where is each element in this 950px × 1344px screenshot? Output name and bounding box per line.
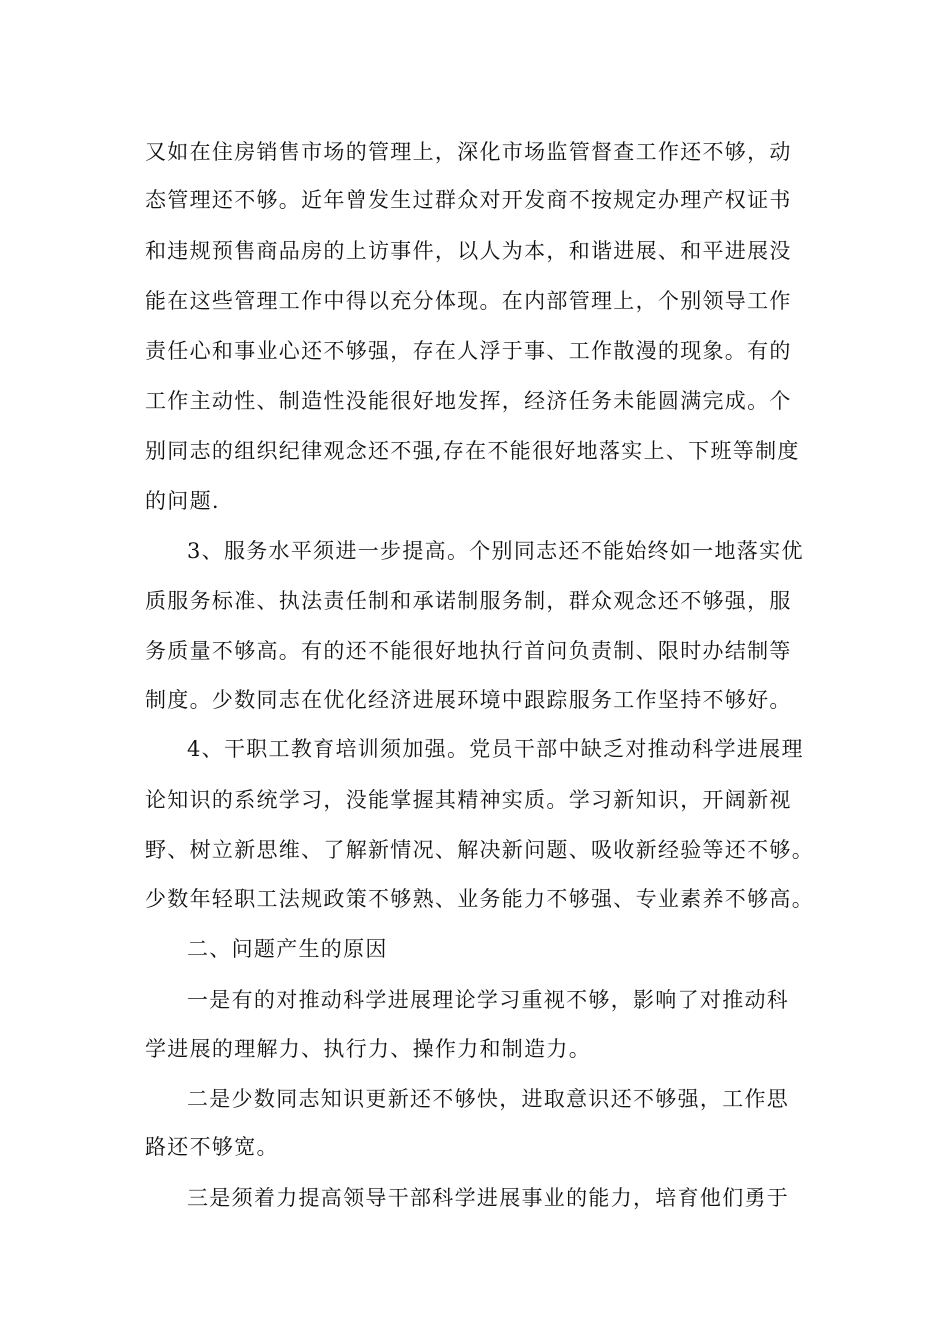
section-heading: 二、问题产生的原因 [187, 937, 388, 961]
text-line: 和违规预售商品房的上访事件，以人为本，和谐进展、和平进展没 [145, 239, 792, 263]
text-line: 务质量不够高。有的还不能很好地执行首问负责制、限时办结制等 [145, 639, 792, 663]
text-line: 路还不够宽。 [145, 1135, 279, 1159]
text-line: 能在这些管理工作中得以充分体现。在内部管理上，个别领导工作 [145, 289, 792, 313]
text-line: 3、服务水平须进一步提高。个别同志还不能始终如一地落实优 [187, 539, 804, 563]
text-line: 制度。少数同志在优化经济进展环境中跟踪服务工作坚持不够好。 [145, 688, 792, 712]
text-line: 工作主动性、制造性没能很好地发挥，经济任务未能圆满完成。个 [145, 389, 792, 413]
text-line: 又如在住房销售市场的管理上，深化市场监管督查工作还不够，动 [145, 140, 792, 164]
text-line: 野、树立新思维、了解新情况、解决新问题、吸收新经验等还不够。 [145, 838, 814, 862]
text-line: 质服务标准、执法责任制和承诺制服务制，群众观念还不够强，服 [145, 589, 792, 613]
text-line: 4、干职工教育培训须加强。党员干部中缺乏对推动科学进展理 [187, 737, 804, 761]
text-line: 的问题. [145, 489, 220, 513]
text-line: 少数年轻职工法规政策不够熟、业务能力不够强、专业素养不够高。 [145, 887, 814, 911]
text-line: 二是少数同志知识更新还不够快，进取意识还不够强，工作思 [187, 1087, 790, 1111]
text-line: 责任心和事业心还不够强，存在人浮于事、工作散漫的现象。有的 [145, 339, 792, 363]
text-line: 别同志的组织纪律观念还不强,存在不能很好地落实上、下班等制度 [145, 439, 800, 463]
text-line: 态管理还不够。近年曾发生过群众对开发商不按规定办理产权证书 [145, 188, 792, 212]
text-line: 三是须着力提高领导干部科学进展事业的能力，培育他们勇于 [187, 1186, 790, 1210]
text-line: 论知识的系统学习，没能掌握其精神实质。学习新知识，开阔新视 [145, 788, 792, 812]
text-line: 学进展的理解力、执行力、操作力和制造力。 [145, 1037, 591, 1061]
text-line: 一是有的对推动科学进展理论学习重视不够，影响了对推动科 [187, 988, 790, 1012]
